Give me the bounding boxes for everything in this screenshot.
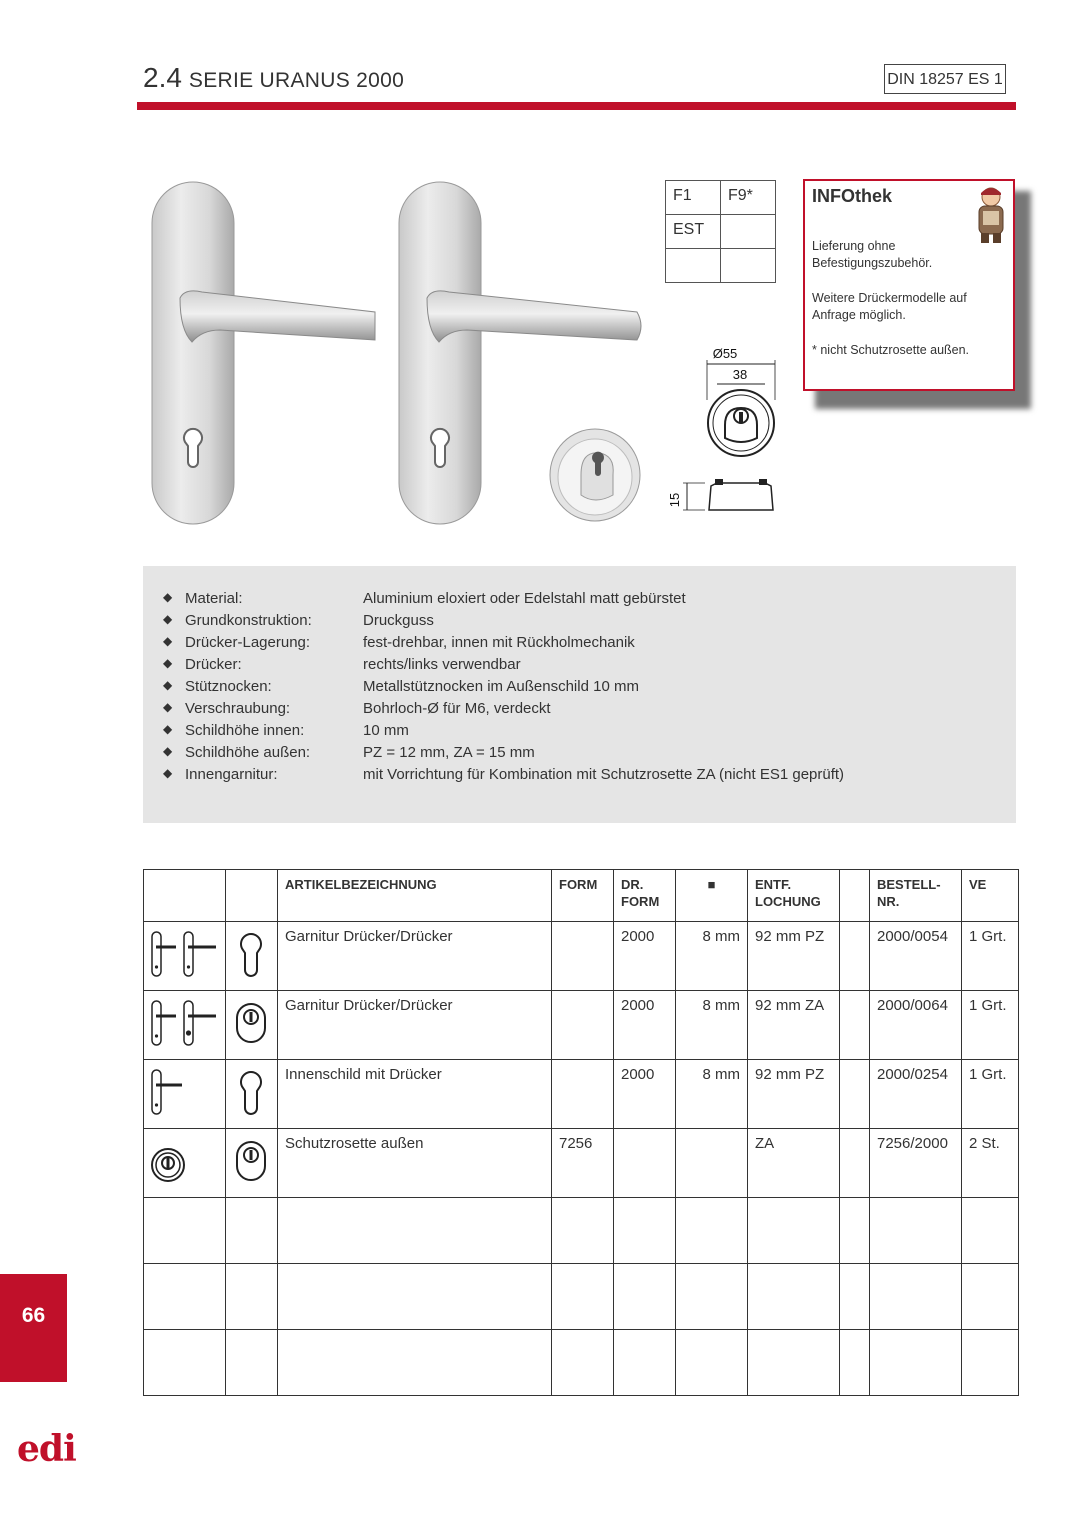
cell-icon xyxy=(226,1198,278,1264)
feature-value: Bohrloch-Ø für M6, verdeckt xyxy=(363,700,551,717)
cell-form: 7256 xyxy=(552,1129,614,1198)
column-header-lochung: ENTF. LOCHUNG xyxy=(748,870,840,922)
finish-cell: EST xyxy=(666,215,721,249)
profile-cylinder-icon xyxy=(226,1060,278,1129)
table-row xyxy=(144,922,1019,991)
cell-extra xyxy=(840,1330,870,1396)
cell-square: 8 mm xyxy=(676,1060,748,1129)
bullet-diamond-icon: ◆ xyxy=(163,700,173,714)
infothek-note: Weitere Drückermodelle auf Anfrage möglich. xyxy=(812,291,967,322)
cell-form xyxy=(552,922,614,991)
features-panel xyxy=(143,566,1016,823)
column-header-square: ■ xyxy=(676,870,748,922)
finish-cell xyxy=(721,249,776,283)
cell-icon xyxy=(226,1330,278,1396)
cell-extra xyxy=(840,922,870,991)
article-name: Garnitur Drücker/Drücker xyxy=(278,922,552,991)
brand-logo: edi xyxy=(17,1428,76,1470)
handle-pair-za-icon xyxy=(144,991,226,1060)
cell-ve: 1 Grt. xyxy=(962,922,1019,991)
technical-drawing xyxy=(665,340,785,530)
feature-label: Drücker-Lagerung: xyxy=(185,634,311,651)
cell-extra xyxy=(840,1060,870,1129)
feature-label: Innengarnitur: xyxy=(185,766,278,783)
cell-square: 8 mm xyxy=(676,922,748,991)
cell-ve: 2 St. xyxy=(962,1129,1019,1198)
feature-value: mit Vorrichtung für Kombination mit Schutzrosette ZA (nicht ES1 geprüft) xyxy=(363,766,845,783)
feature-value: Aluminium eloxiert oder Edelstahl matt gebürstet xyxy=(363,590,686,607)
cell-icon xyxy=(144,1198,226,1264)
article-name: Innenschild mit Drücker xyxy=(278,1060,552,1129)
feature-value: rechts/links verwendbar xyxy=(363,656,521,673)
table-row xyxy=(144,1060,1019,1129)
feature-label: Material: xyxy=(185,590,243,607)
cell-square xyxy=(676,1198,748,1264)
cell-dr-form xyxy=(614,1198,676,1264)
article-name: Garnitur Drücker/Drücker xyxy=(278,991,552,1060)
table-row xyxy=(144,1129,1019,1198)
cell-form xyxy=(552,1330,614,1396)
cell-extra xyxy=(840,1198,870,1264)
cell-form xyxy=(552,1060,614,1129)
article-name xyxy=(278,1198,552,1264)
finish-cell xyxy=(721,215,776,249)
cell-ve: 1 Grt. xyxy=(962,991,1019,1060)
feature-label: Grundkonstruktion: xyxy=(185,612,312,629)
infothek-note: Lieferung ohne Befestigungszubehör. xyxy=(812,239,933,270)
feature-value: Druckguss xyxy=(363,612,434,629)
infothek-box xyxy=(803,179,1015,391)
column-header-bestell-nr: BESTELL-NR. xyxy=(870,870,962,922)
cell-lochung: 92 mm PZ xyxy=(748,1060,840,1129)
column-header xyxy=(226,870,278,922)
cell-square xyxy=(676,1264,748,1330)
cell-icon xyxy=(144,1264,226,1330)
cell-extra xyxy=(840,1264,870,1330)
article-name: Schutzrosette außen xyxy=(278,1129,552,1198)
rosette-icon xyxy=(144,1129,226,1198)
cell-lochung: ZA xyxy=(748,1129,840,1198)
bullet-diamond-icon: ◆ xyxy=(163,634,173,648)
cell-bestell-nr: 2000/0064 xyxy=(870,991,962,1060)
cell-extra xyxy=(840,1129,870,1198)
feature-value: 10 mm xyxy=(363,722,409,739)
bullet-diamond-icon: ◆ xyxy=(163,678,173,692)
cell-square xyxy=(676,1129,748,1198)
mascot-illustration xyxy=(971,185,1011,245)
cell-ve xyxy=(962,1330,1019,1396)
finish-cell: F9* xyxy=(721,181,776,215)
dimension-diameter: Ø55 xyxy=(712,346,738,361)
cell-icon xyxy=(226,1264,278,1330)
cell-bestell-nr xyxy=(870,1264,962,1330)
dimension-height: 15 xyxy=(667,492,682,508)
finish-cell: F1 xyxy=(666,181,721,215)
cell-dr-form: 2000 xyxy=(614,922,676,991)
header-divider xyxy=(137,102,1016,110)
column-header-name: ARTIKELBEZEICHNUNG xyxy=(278,870,552,922)
column-header-dr-form: DR. FORM xyxy=(614,870,676,922)
feature-value: fest-drehbar, innen mit Rückholmechanik xyxy=(363,634,635,651)
article-name xyxy=(278,1330,552,1396)
column-header xyxy=(144,870,226,922)
cell-lochung: 92 mm PZ xyxy=(748,922,840,991)
column-header-form: FORM xyxy=(552,870,614,922)
cell-form xyxy=(552,991,614,1060)
rosette-image xyxy=(545,425,645,525)
cell-lochung: 92 mm ZA xyxy=(748,991,840,1060)
feature-label: Schildhöhe außen: xyxy=(185,744,311,761)
finish-cell xyxy=(666,249,721,283)
feature-label: Stütznocken: xyxy=(185,678,272,695)
table-row xyxy=(144,1330,1019,1396)
cell-dr-form xyxy=(614,1129,676,1198)
za-cylinder-icon xyxy=(226,1129,278,1198)
single-handle-icon xyxy=(144,1060,226,1129)
cell-form xyxy=(552,1264,614,1330)
bullet-diamond-icon: ◆ xyxy=(163,766,173,780)
cell-lochung xyxy=(748,1330,840,1396)
infothek-note: * nicht Schutzrosette außen. xyxy=(812,343,970,357)
cell-ve xyxy=(962,1198,1019,1264)
cell-dr-form: 2000 xyxy=(614,1060,676,1129)
page-title xyxy=(143,62,404,94)
feature-label: Verschraubung: xyxy=(185,700,291,717)
table-row xyxy=(144,991,1019,1060)
bullet-diamond-icon: ◆ xyxy=(163,744,173,758)
cell-bestell-nr: 7256/2000 xyxy=(870,1129,962,1198)
article-table xyxy=(143,869,1019,1396)
bullet-diamond-icon: ◆ xyxy=(163,612,173,626)
cell-icon xyxy=(144,1330,226,1396)
cell-square: 8 mm xyxy=(676,991,748,1060)
bullet-diamond-icon: ◆ xyxy=(163,590,173,604)
cell-extra xyxy=(840,991,870,1060)
finish-grid xyxy=(665,180,776,283)
table-header-row xyxy=(144,870,1019,922)
bullet-diamond-icon: ◆ xyxy=(163,656,173,670)
table-row xyxy=(144,1198,1019,1264)
handle-pair-icon xyxy=(144,922,226,991)
cell-ve xyxy=(962,1264,1019,1330)
cell-bestell-nr: 2000/0254 xyxy=(870,1060,962,1129)
feature-value: Metallstütznocken im Außenschild 10 mm xyxy=(363,678,639,695)
series-title: SERIE URANUS 2000 xyxy=(188,69,405,92)
feature-label: Schildhöhe innen: xyxy=(185,722,305,739)
feature-label: Drücker: xyxy=(185,656,242,673)
dimension-width: 38 xyxy=(732,367,748,382)
cell-dr-form: 2000 xyxy=(614,991,676,1060)
table-row xyxy=(144,1264,1019,1330)
door-handle-image-outer xyxy=(150,180,380,530)
cell-bestell-nr xyxy=(870,1330,962,1396)
cell-lochung xyxy=(748,1264,840,1330)
cell-dr-form xyxy=(614,1330,676,1396)
bullet-diamond-icon: ◆ xyxy=(163,722,173,736)
column-header xyxy=(840,870,870,922)
cell-ve: 1 Grt. xyxy=(962,1060,1019,1129)
za-cylinder-icon xyxy=(226,991,278,1060)
feature-value: PZ = 12 mm, ZA = 15 mm xyxy=(363,744,535,761)
section-number: 2.4 xyxy=(143,62,182,93)
cell-bestell-nr: 2000/0054 xyxy=(870,922,962,991)
cell-lochung xyxy=(748,1198,840,1264)
page-number-tab: 66 xyxy=(0,1274,67,1382)
cell-dr-form xyxy=(614,1264,676,1330)
article-name xyxy=(278,1264,552,1330)
column-header-ve: VE xyxy=(962,870,1019,922)
profile-cylinder-icon xyxy=(226,922,278,991)
infothek-title: INFOthek xyxy=(812,186,893,206)
cell-form xyxy=(552,1198,614,1264)
norm-badge: DIN 18257 ES 1 xyxy=(884,64,1006,94)
cell-square xyxy=(676,1330,748,1396)
cell-bestell-nr xyxy=(870,1198,962,1264)
